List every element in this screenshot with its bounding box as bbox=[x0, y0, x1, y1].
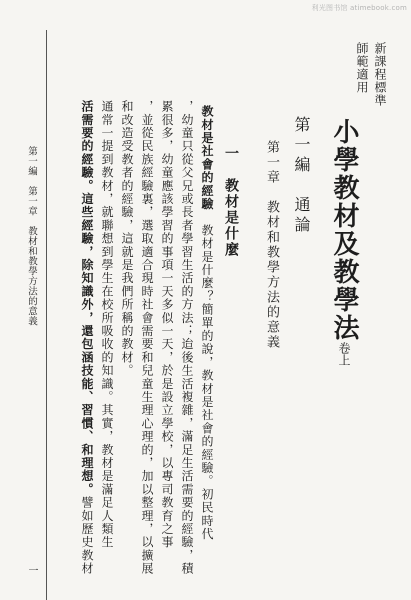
body-emphasis: 教材是社會的經驗 bbox=[200, 105, 214, 211]
book-volume: 卷上 bbox=[337, 342, 351, 366]
page-number: 一 bbox=[26, 565, 37, 575]
page-rule bbox=[46, 30, 47, 600]
chapter-heading: 第一章 教材和教學方法的意義 bbox=[264, 140, 279, 350]
body-column bbox=[199, 105, 216, 541]
body-column: ，並從民族經驗裏，選取適合現時社會需要和兒童生理心理的，加以整理，以擴展 bbox=[140, 100, 154, 576]
body-column: ，幼童只從父兄或長者學習生活的方法；迨後生活複雜，滿足生活需要的經驗，積 bbox=[180, 100, 194, 576]
body-text: 譬如歷史教材 bbox=[80, 496, 94, 576]
series-label-line1: 新課程標準 bbox=[373, 42, 387, 107]
book-title: 小學教材及教學法 bbox=[329, 118, 359, 342]
body-column: 累很多，幼童應該學習的事項一天多似一天，於是設立學校，以專司教育之事 bbox=[160, 100, 174, 549]
body-text: 教材是什麼？簡單的說，教材是社會的經驗。初民時代 bbox=[200, 210, 214, 541]
running-footer: 第一編 第一章 教材和教學方法的意義 bbox=[26, 146, 37, 326]
body-emphasis: 活需要的經驗。這些經驗，除知識外，還包涵技能、習慣、和理想。 bbox=[80, 100, 94, 496]
watermark: 利光图书馆 atimebook.com bbox=[311, 4, 407, 12]
body-column: 通常一提到教材，就聯想到學生在校所吸收的知識。其實，教材是滿足人類生 bbox=[100, 100, 114, 549]
part-heading: 第一編 通論 bbox=[292, 116, 311, 236]
body-column: 和改造受教者的經驗，這就是我們所稱的教材。 bbox=[120, 100, 134, 378]
series-label-line2: 師範適用 bbox=[355, 42, 369, 94]
section-heading: 一 教材是什麼 bbox=[223, 146, 239, 258]
body-column bbox=[79, 100, 96, 575]
